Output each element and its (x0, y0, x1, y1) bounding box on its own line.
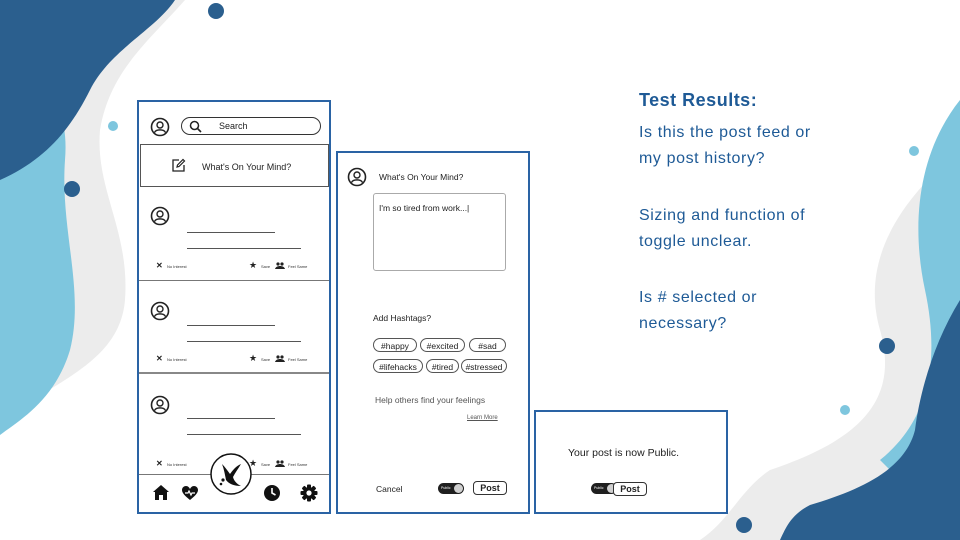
result-note (639, 285, 757, 337)
star-icon[interactable]: ★ (249, 458, 258, 468)
confirmation-message: Your post is now Public. (568, 447, 680, 459)
close-icon[interactable]: ✕ (156, 354, 163, 363)
heart-icon[interactable] (181, 485, 199, 501)
post-button[interactable]: Post (473, 481, 507, 495)
text-placeholder-line (187, 434, 301, 435)
help-text: Help others find your feelings (375, 395, 486, 405)
hug-icon[interactable] (275, 460, 285, 467)
learn-more-link[interactable]: Learn More (467, 415, 498, 421)
hashtag-chip[interactable]: #sad (469, 338, 506, 352)
gear-icon[interactable] (300, 484, 318, 502)
dot (736, 517, 752, 533)
profile-icon[interactable] (150, 117, 170, 137)
cancel-button[interactable]: Cancel (376, 484, 403, 494)
feel-same-label[interactable]: Feel Same (288, 264, 308, 269)
search-icon (189, 120, 202, 133)
compose-prompt[interactable] (140, 144, 329, 187)
avatar-icon (347, 167, 367, 187)
result-note-line: my post history? (639, 150, 766, 167)
dot (40, 378, 50, 388)
home-icon[interactable] (152, 484, 170, 501)
close-icon[interactable]: ✕ (156, 261, 163, 270)
no-interest-label[interactable]: No Interest (167, 462, 187, 467)
feed-screen (137, 100, 331, 514)
search-bar[interactable] (181, 117, 321, 135)
clock-icon[interactable] (263, 484, 281, 502)
avatar-icon (150, 301, 170, 321)
feel-same-label[interactable]: Feel Same (288, 357, 308, 362)
no-interest-label[interactable]: No Interest (167, 357, 187, 362)
divider (139, 280, 329, 281)
hashtag-chip[interactable]: #excited (420, 338, 465, 352)
post-card (139, 192, 329, 280)
hashtag-chip[interactable]: #tired (426, 359, 459, 373)
hashtag-chip[interactable]: #lifehacks (373, 359, 423, 373)
result-note-line: necessary? (639, 315, 727, 332)
results-title: Test Results: (639, 90, 758, 110)
confirmation-screen (534, 410, 728, 514)
edit-icon (171, 158, 186, 173)
hug-icon[interactable] (275, 355, 285, 362)
search-label: Search (219, 121, 248, 131)
hug-icon[interactable] (275, 262, 285, 269)
feel-same-label[interactable]: Feel Same (288, 462, 308, 467)
result-note-line: Sizing and function of (639, 207, 806, 224)
dot (840, 405, 850, 415)
public-toggle[interactable] (438, 483, 464, 494)
text-placeholder-line (187, 341, 301, 342)
no-interest-label[interactable]: No Interest (167, 264, 187, 269)
result-note (639, 203, 805, 255)
dot (64, 181, 80, 197)
dot (879, 338, 895, 354)
dot (108, 121, 118, 131)
star-icon[interactable]: ★ (249, 260, 258, 270)
post-button[interactable]: Post (613, 482, 647, 496)
post-text: I'm so tired from work...| (379, 203, 470, 213)
text-placeholder-line (187, 325, 275, 326)
toggle-knob (454, 484, 463, 493)
compose-label: What's On Your Mind? (202, 162, 292, 172)
result-note-line: Is this the post feed or (639, 124, 811, 141)
compose-header: What's On Your Mind? (379, 172, 464, 182)
text-placeholder-line (187, 232, 275, 233)
save-label[interactable]: Save (261, 462, 271, 467)
dot (208, 3, 224, 19)
star-icon[interactable]: ★ (249, 353, 258, 363)
avatar-icon (150, 395, 170, 415)
hashtag-chip[interactable]: #stressed (461, 359, 507, 373)
hashtag-chip[interactable]: #happy (373, 338, 417, 352)
whale-logo[interactable] (210, 453, 252, 495)
save-label[interactable]: Save (261, 264, 271, 269)
dot (909, 146, 919, 156)
toggle-label: Public (441, 486, 451, 490)
avatar-icon (150, 206, 170, 226)
text-placeholder-line (187, 248, 301, 249)
result-note-line: toggle unclear. (639, 233, 753, 250)
post-textarea[interactable] (373, 193, 506, 271)
result-note (639, 120, 811, 172)
result-note-line: Is # selected or (639, 289, 758, 306)
toggle-label: Public (594, 486, 604, 490)
post-card (139, 282, 329, 370)
divider (139, 372, 329, 374)
save-label[interactable]: Save (261, 357, 271, 362)
hashtags-label: Add Hashtags? (373, 313, 432, 323)
text-placeholder-line (187, 418, 275, 419)
compose-screen (336, 151, 530, 514)
close-icon[interactable]: ✕ (156, 459, 163, 468)
